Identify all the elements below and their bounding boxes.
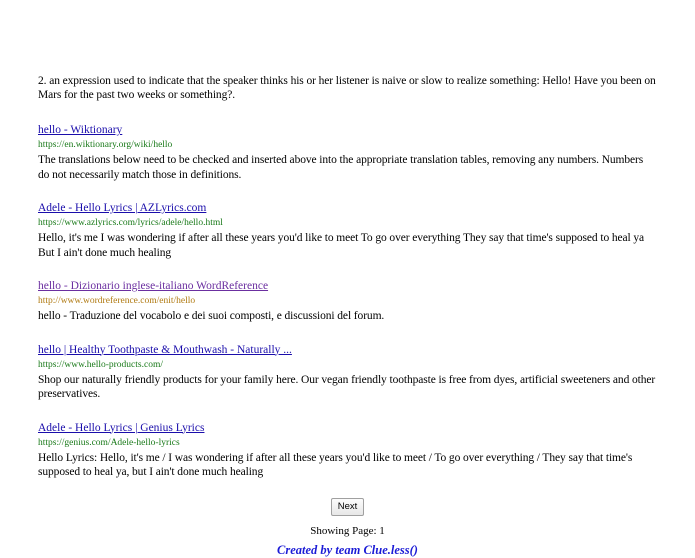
result-snippet: Hello Lyrics: Hello, it's me / I was wondering if after all these years you'd like to meet / To go over everything / They say that time's supposed to heal ya, but I ain't done much healing — [38, 451, 633, 478]
result-url: https://genius.com/Adele-hello-lyrics — [38, 437, 180, 448]
result-url: https://www.azlyrics.com/lyrics/adele/hello.html — [38, 218, 223, 228]
result-title-link[interactable]: hello - Dizionario inglese-italiano WordReference — [38, 280, 269, 292]
truncated-definition-text: 2. an expression used to indicate that the speaker thinks his or her listener is naive or slow to realize something: Hello! Have you been on Mars for the past two weeks or something?. — [38, 75, 656, 101]
result-url: https://en.wiktionary.org/wiki/hello — [38, 140, 173, 150]
search-result-item — [38, 120, 657, 182]
result-url: https://www.hello-products.com/ — [38, 359, 163, 370]
result-title-link[interactable]: Adele - Hello Lyrics | AZLyrics.com — [38, 202, 207, 214]
result-title-link[interactable]: hello | Healthy Toothpaste & Mouthwash - Naturally ... — [38, 343, 292, 356]
result-snippet: The translations below need to be checked and inserted above into the appropriate translation tables, removing any numbers. Numbers do not necessarily match those in definitions. — [38, 154, 644, 181]
showing-page-label: Showing Page: 1 — [310, 524, 385, 537]
search-result-item — [38, 340, 657, 402]
result-snippet: hello - Traduzione del vocabolo e dei suoi composti, e discussioni del forum. — [38, 310, 385, 322]
search-result-item — [38, 198, 657, 260]
footer-credit: Created by team Clue.less() — [277, 542, 418, 557]
result-title-link[interactable]: Adele - Hello Lyrics | Genius Lyrics — [38, 421, 205, 434]
pagination-controls — [38, 496, 657, 516]
result-title-link[interactable]: hello - Wiktionary — [38, 124, 123, 136]
result-snippet: Hello, it's me I was wondering if after all these years you'd like to meet To go over everything They say that time's supposed to heal ya But I ain't done much healing — [38, 232, 645, 259]
results-container — [0, 75, 695, 558]
next-page-button[interactable]: Next — [331, 498, 365, 516]
result-snippet: Shop our naturally friendly products for your family here. Our vegan friendly toothpaste is free from dyes, artificial sweeteners and other preservatives. — [38, 373, 656, 400]
search-result-item — [38, 418, 657, 480]
search-result-item — [38, 276, 657, 324]
result-url: http://www.wordreference.com/enit/hello — [38, 296, 196, 306]
